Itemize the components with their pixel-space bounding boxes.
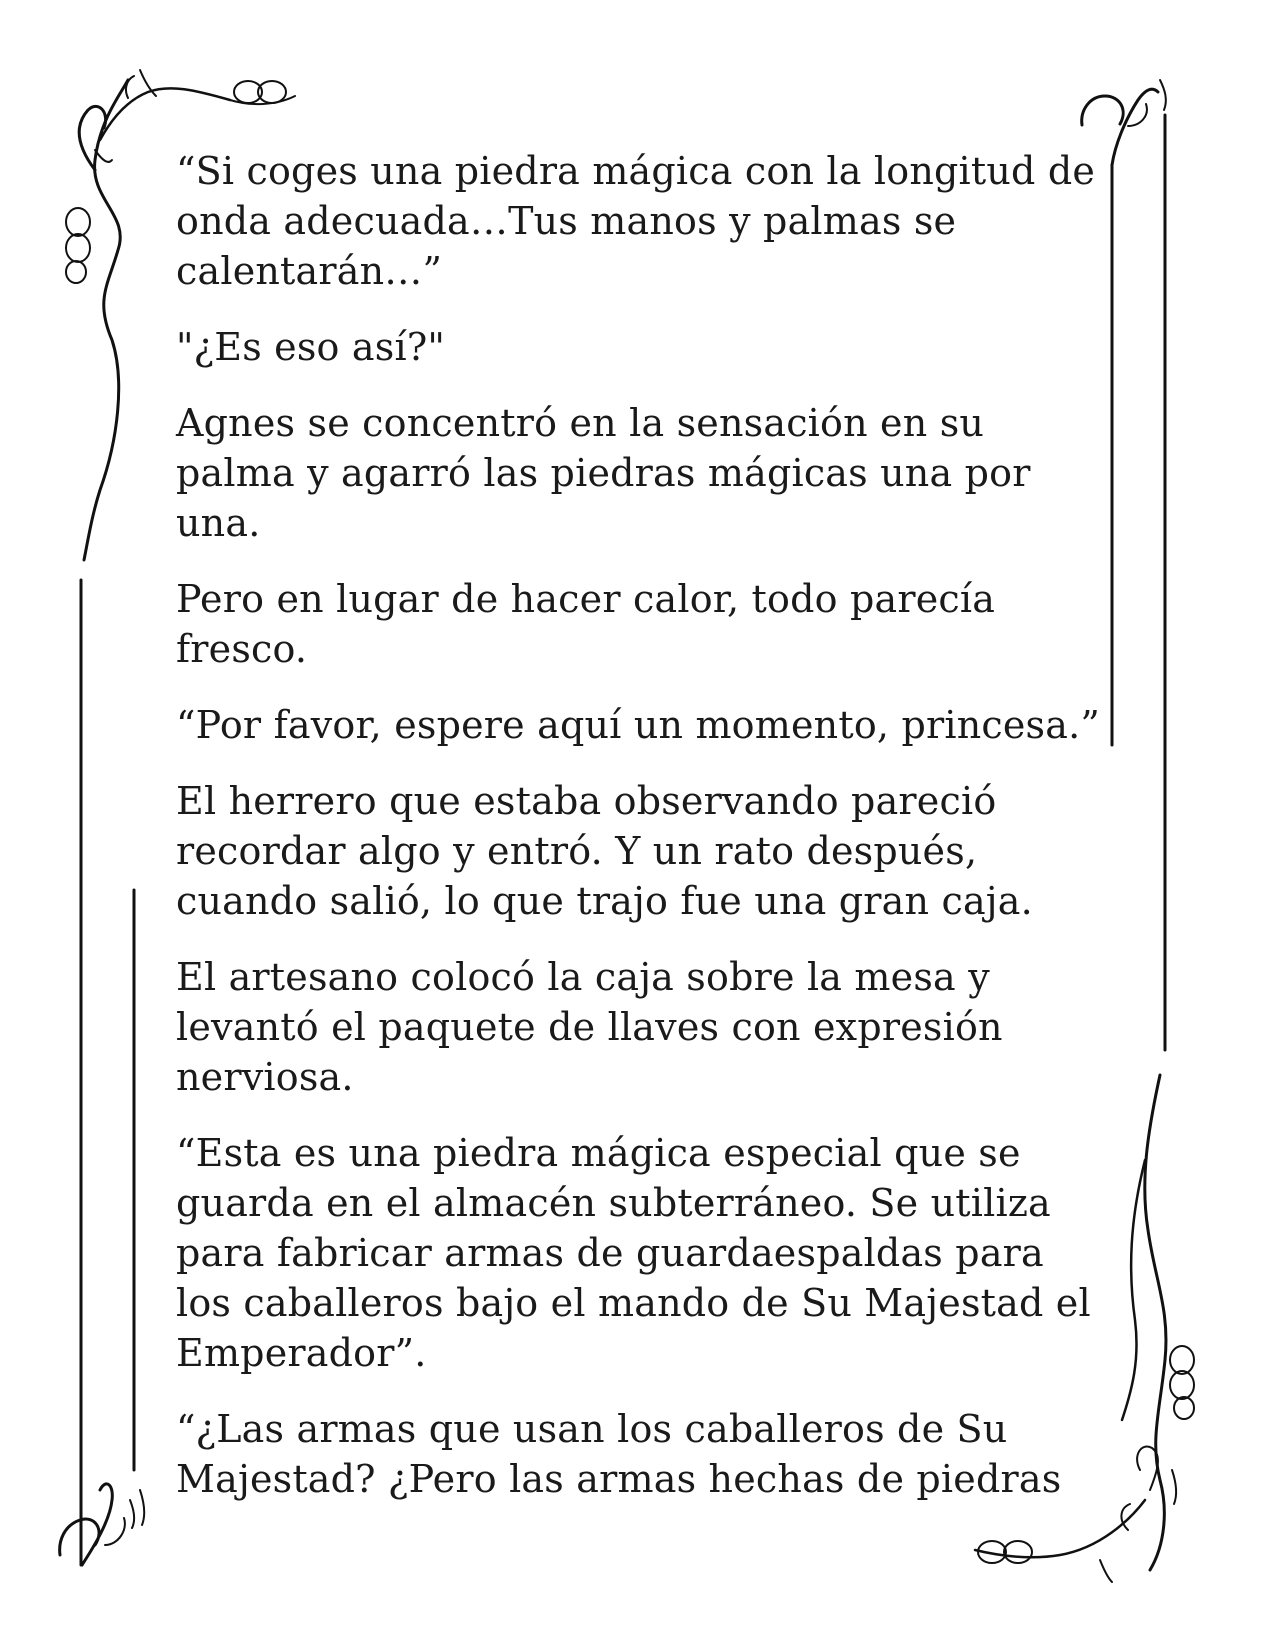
story-text: [176, 146, 1111, 1530]
paragraph-5: “Por favor, espere aquí un momento, princesa.”: [176, 703, 1101, 747]
bottom-left-flourish-icon: [60, 1484, 145, 1565]
paragraph-6: El herrero que estaba observando pareció recordar algo y entró. Y un rato después, cuando salió, lo que trajo fue una gran caja.: [176, 779, 1033, 923]
paragraph-3: Agnes se concentró en la sensación en su palma y agarró las piedras mágicas una por una.: [176, 401, 1031, 545]
paragraph-8: “Esta es una piedra mágica especial que se guarda en el almacén subterráneo. Se utiliza para fabricar armas de guardaespaldas para los caballeros bajo el mando de Su Majestad el Emperador”.: [176, 1131, 1091, 1375]
paragraph-9: “¿Las armas que usan los caballeros de Su Majestad? ¿Pero las armas hechas de piedras: [176, 1407, 1062, 1501]
paragraph-7: El artesano colocó la caja sobre la mesa y levantó el paquete de llaves con expresión nerviosa.: [176, 955, 1003, 1099]
paragraph-2: "¿Es eso así?": [176, 325, 446, 369]
paragraph-4: Pero en lugar de hacer calor, todo parecía fresco.: [176, 577, 996, 671]
paragraph-1: “Si coges una piedra mágica con la longitud de onda adecuada…Tus manos y palmas se calentarán…”: [176, 149, 1096, 293]
